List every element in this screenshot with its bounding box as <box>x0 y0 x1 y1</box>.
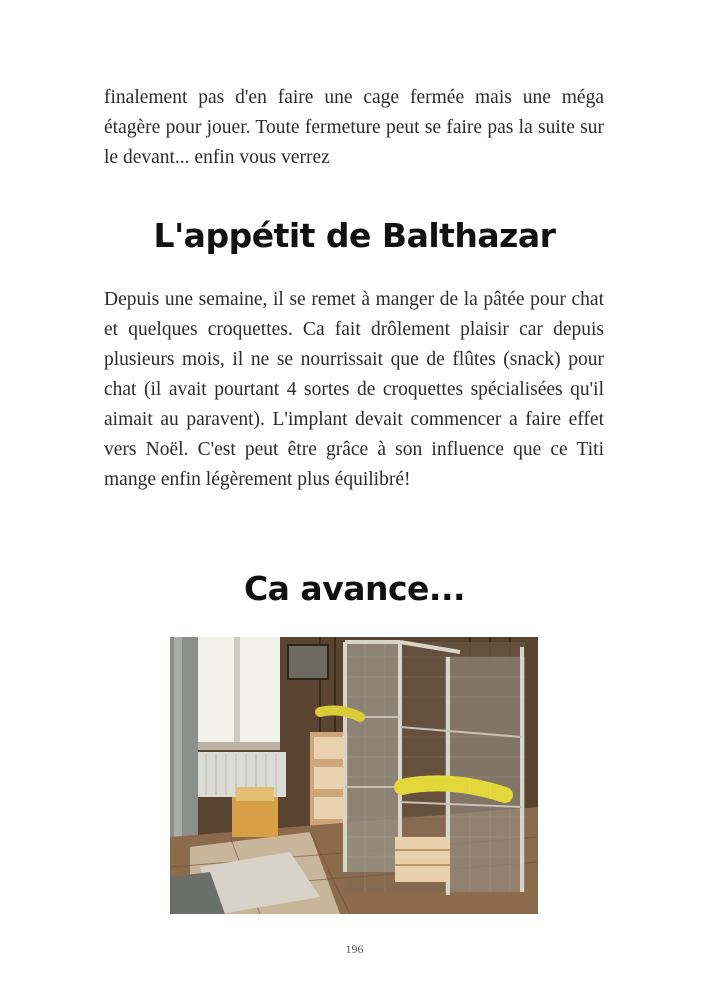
section-heading-appetit: L'appétit de Balthazar <box>153 216 556 255</box>
section-heading-avance: Ca avance... <box>243 569 466 608</box>
paragraph-intro: finalement pas d'en faire une cage fermée mais une méga étagère pour jouer. Toute fermeture peut se faire pas la suite sur le devant... enfin vous verrez <box>104 87 604 168</box>
room-photo <box>170 637 538 914</box>
page-number: 196 <box>345 942 364 956</box>
paragraph-appetit: Depuis une semaine, il se remet à manger de la pâtée pour chat et quelques croquettes. Ca fait drôlement plaisir car depuis plusieurs mois, il ne se nourrissait que de flûtes (snack) pour chat (il avait pourtant 4 sortes de croquettes spécialisées qu'il aimait au paravent). L'implant devait commencer a faire effet vers Noël. C'est peut être grâce à son influence que ce Titi mange enfin légèrement plus équilibré! <box>104 289 604 490</box>
